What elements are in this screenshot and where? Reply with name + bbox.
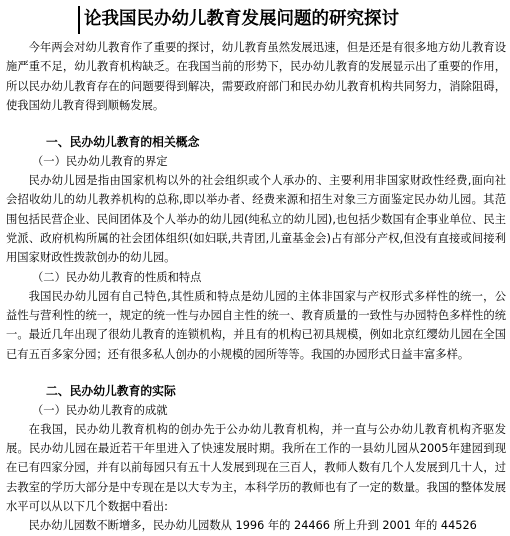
achievement-paragraph: 在我国，民办幼儿教育机构的创办先于公办幼儿教育机构，并一直与公办幼儿教育机构齐驱发展。民办幼儿园在最近若干年里进入了快速发展时期。我所在工作的一县幼儿园从2005年建园到现在已有四家分园，并有以前每园只有五十人发展到现在三百人，教师人数有几个人发展到几十人，过去教室的学历大部分是中专现在是以大专为主，本科学历的教师也有了一定的数量。我国的整体发展水平可以从以下几个数据中看出: xyxy=(6,422,506,514)
subsection-heading-1-1: （一）民办幼儿教育的界定 xyxy=(32,155,168,169)
section-heading-1: 一、民办幼儿教育的相关概念 xyxy=(46,135,200,150)
title-block xyxy=(78,6,399,34)
spacer xyxy=(6,364,506,382)
section-heading-2: 二、民办幼儿教育的实际 xyxy=(46,383,176,398)
nature-paragraph: 我国民办幼儿园有自己特色,其性质和特点是幼儿园的主体非国家与产权形式多样性的统一，公益性与营利性的统一，规定的统一性与办园自主性的统一、教育质量的一致性与办园特色多样性的统一。最近几年出现了很幼儿教育的连锁机构，并且有的机构已初具规模，例如北京红缨幼儿园在全国已有五百多家分园；还有很多私人创办的小规模的园所等等。我国的办园形式日益丰富多样。 xyxy=(6,289,506,361)
data-paragraph-partial: 民办幼儿园数不断增多，民办幼儿园数从 1996 年的 24466 所上升到 2001 年的 44526 xyxy=(28,519,477,533)
definition-paragraph: 民办幼儿园是指由国家机构以外的社会组织或个人承办的、主要利用非国家财政性经费,面向社会招收幼儿的幼儿教养机构的总称,即以举办者、经费来源和招生对象三方面鉴定民办幼儿园。其范围包括民营企业、民间团体及个人举办的幼儿园(纯私立的幼儿园),也包括少数国有企事业单位、民主党派、政府机构所属的社会团体组织(如妇联,共青团,儿童基金会)占有部分产权,但没有直接或间接利用国家财政性拨款创办的幼儿园。 xyxy=(6,174,506,265)
intro-paragraph: 今年两会对幼儿教育作了重要的探讨，幼儿教育虽然发展迅速，但是还是有很多地方幼儿教育设施严重不足，幼儿教育机构缺乏。在我国当前的形势下，民办幼儿教育的发展显示出了重要的作用，所以民办幼儿教育存在的问题要得到解决，需要政府部门和民办幼儿教育机构共同努力，消除阻碍，使我国幼儿教育得到顺畅发展。 xyxy=(6,41,506,112)
spacer xyxy=(6,115,506,133)
subsection-heading-2-1: （一）民办幼儿教育的成就 xyxy=(32,403,168,417)
page-title: 论我国民办幼儿教育发展问题的研究探讨 xyxy=(84,9,399,29)
subsection-heading-1-2: （二）民办幼儿教育的性质和特点 xyxy=(32,270,202,284)
document-body xyxy=(6,38,506,536)
